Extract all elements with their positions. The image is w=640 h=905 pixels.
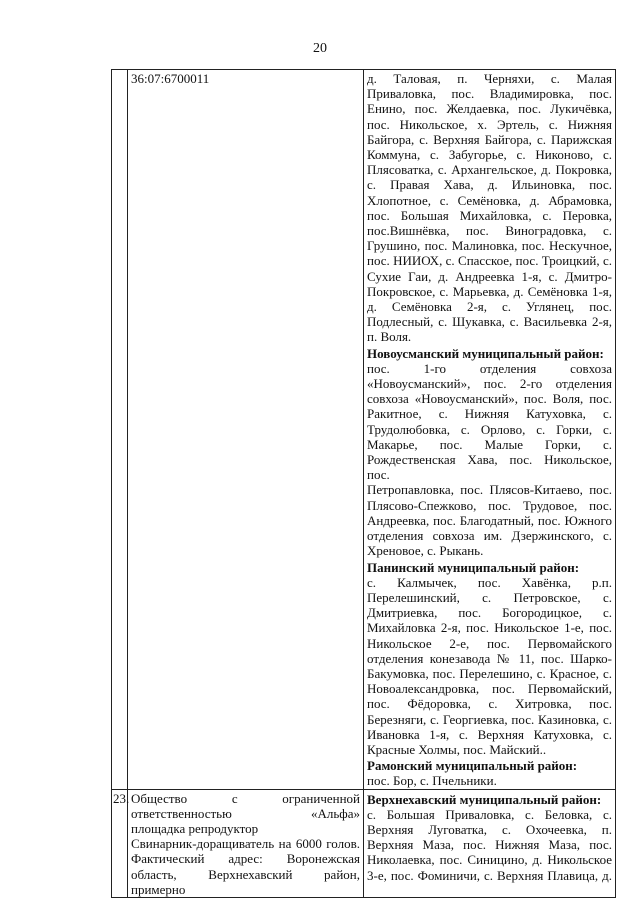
table-row [112, 789, 616, 897]
settlement-line: Приваловка, пос. Владимировка, пос. [367, 86, 612, 102]
settlement-line: Ивановка 1-я, с. Верхняя Катуховка, с. [367, 726, 612, 742]
district-heading: Панинский муниципальный район: [367, 559, 580, 575]
settlement-line: Хреновое, с. Рыкань. [367, 543, 484, 559]
settlement-line: Трудолюбовка, с. Орлово, с. Горки, с. [367, 421, 612, 437]
settlement-line: совхоза «Новоусманский», пос. Воля, пос. [367, 391, 612, 407]
settlement-line: д. Семёновка 2-я, с. Углянец, пос. [367, 299, 612, 315]
object-line: Общество с ограниченной [131, 790, 360, 806]
settlement-line: Верхняя Луговатка, с. Охочеевка, п. [367, 821, 612, 837]
settlement-line: Подлесный, с. Шукавка, с. Васильевка 2-я, [367, 314, 612, 330]
settlement-line: отделения совхоза им. Дзержинского, с. [367, 528, 612, 544]
settlement-line: Сухие Гаи, д. Андреевка 1-я, с. Дмитро- [367, 268, 612, 284]
settlement-line: Верхняя Маза, пос. Нижняя Маза, пос. [367, 837, 612, 853]
district-heading: Новоусманский муниципальный район: [367, 345, 604, 361]
settlement-line: Грушино, пос. Малиновка, пос. Нескучное, [367, 238, 612, 254]
areas-cell [364, 70, 616, 790]
settlement-line: пос. Никольское, х. Эртель, с. Нижняя [367, 116, 612, 132]
settlement-line: с. Большая Приваловка, с. Беловка, с. [367, 806, 612, 822]
settlement-line: Березняги, с. Георгиевка, пос. Казиновка, с. [367, 711, 612, 727]
settlement-line: «Новоусманский», пос. 2-го отделения [367, 376, 612, 392]
object-cell [128, 70, 364, 790]
settlement-line: пос. НИИОХ, с. Спасское, пос. Троицкий, с. [367, 253, 612, 269]
settlement-line: Покровское, с. Марьевка, д. Семёновка 1-я, [367, 283, 612, 299]
settlement-line: Байгора, с. Верхняя Байгора, с. Парижская [367, 131, 612, 147]
settlement-line: Дмитриевка, пос. Богородицкое, с. [367, 605, 612, 621]
settlement-line: отделения конезавода № 11, пос. Шарко- [367, 650, 612, 666]
settlement-line: Плясово-Спежково, пос. Трудовое, пос. [367, 497, 612, 513]
settlement-line: с. Калмычек, пос. Хавёнка, р.п. [367, 574, 612, 590]
settlement-line: Никольское 2-е, пос. Первомайского [367, 635, 612, 651]
settlement-line: п. Воля. [367, 329, 412, 345]
settlement-line: Красные Холмы, пос. Майский.. [367, 741, 547, 757]
object-line: площадка репродуктор [131, 820, 259, 836]
page-number: 20 [313, 41, 327, 56]
settlement-line: Андреевка, пос. Благодатный, пос. Южного [367, 512, 612, 528]
settlement-line: пос. 1-го отделения совхоза [367, 360, 612, 376]
settlement-line: Бакумовка, пос. Перелешино, с. Красное, с. [367, 665, 612, 681]
settlement-line: пос. Бор, с. Пчельники. [367, 773, 497, 789]
settlement-line: д. Таловая, п. Черняхи, с. Малая [367, 71, 612, 86]
settlement-line: пос. Большая Михайловка, с. Перовка, [367, 207, 612, 223]
row-number-cell: 23. [112, 789, 128, 897]
settlement-line: пос. Фёдоровка, с. Хитровка, пос. [367, 696, 612, 712]
areas-cell [364, 789, 616, 897]
district-heading: Верхнехавский муниципальный район: [367, 791, 602, 807]
settlement-line: Макарье, пос. Малые Горки, с. [367, 436, 612, 452]
settlement-line: Енино, пос. Желдаевка, пос. Лукичёвка, [367, 101, 612, 117]
settlement-line: Николаевка, пос. Синицино, д. Никольское [367, 852, 612, 868]
settlement-line: Плясоватка, с. Архангельское, д. Покровка, [367, 162, 612, 178]
settlement-line: пос.Вишнёвка, пос. Виноградовка, с. [367, 223, 612, 239]
table-row [112, 70, 616, 790]
settlement-line: Перелешинский, с. Петровское, с. [367, 589, 612, 605]
object-line: область, Верхнехавский район, примерно [131, 866, 360, 897]
settlement-line: с. Правая Хава, д. Ильиновка, пос. [367, 177, 612, 193]
settlement-line: Ракитное, с. Нижняя Катуховка, с. [367, 406, 612, 422]
settlement-line: 3-е, пос. Фоминичи, с. Верхняя Плавица, д. [367, 867, 612, 883]
object-line: ответственностью «Альфа» [131, 805, 360, 821]
settlement-line: Коммуна, с. Забугорье, с. Никоново, с. [367, 147, 612, 163]
settlement-line: Хлопотное, с. Семёновка, д. Абрамовка, [367, 192, 612, 208]
object-cell [128, 789, 364, 897]
settlement-line: Рождественская Хава, пос. Никольское, пос. [367, 452, 612, 483]
settlement-line: Новоалександровка, пос. Первомайский, [367, 681, 612, 697]
object-line: Свинарник-доращиватель на 6000 голов. [131, 836, 360, 852]
object-line: 36:07:6700011 [131, 71, 210, 86]
object-line: Фактический адрес: Воронежская [131, 851, 360, 867]
settlement-line: Петропавловка, пос. Плясов-Китаево, пос. [367, 482, 612, 498]
settlements-table [111, 69, 616, 898]
row-number-cell [112, 70, 128, 790]
settlement-line: Михайловка 2-я, пос. Никольское 1-е, пос. [367, 620, 612, 636]
district-heading: Рамонский муниципальный район: [367, 758, 578, 774]
